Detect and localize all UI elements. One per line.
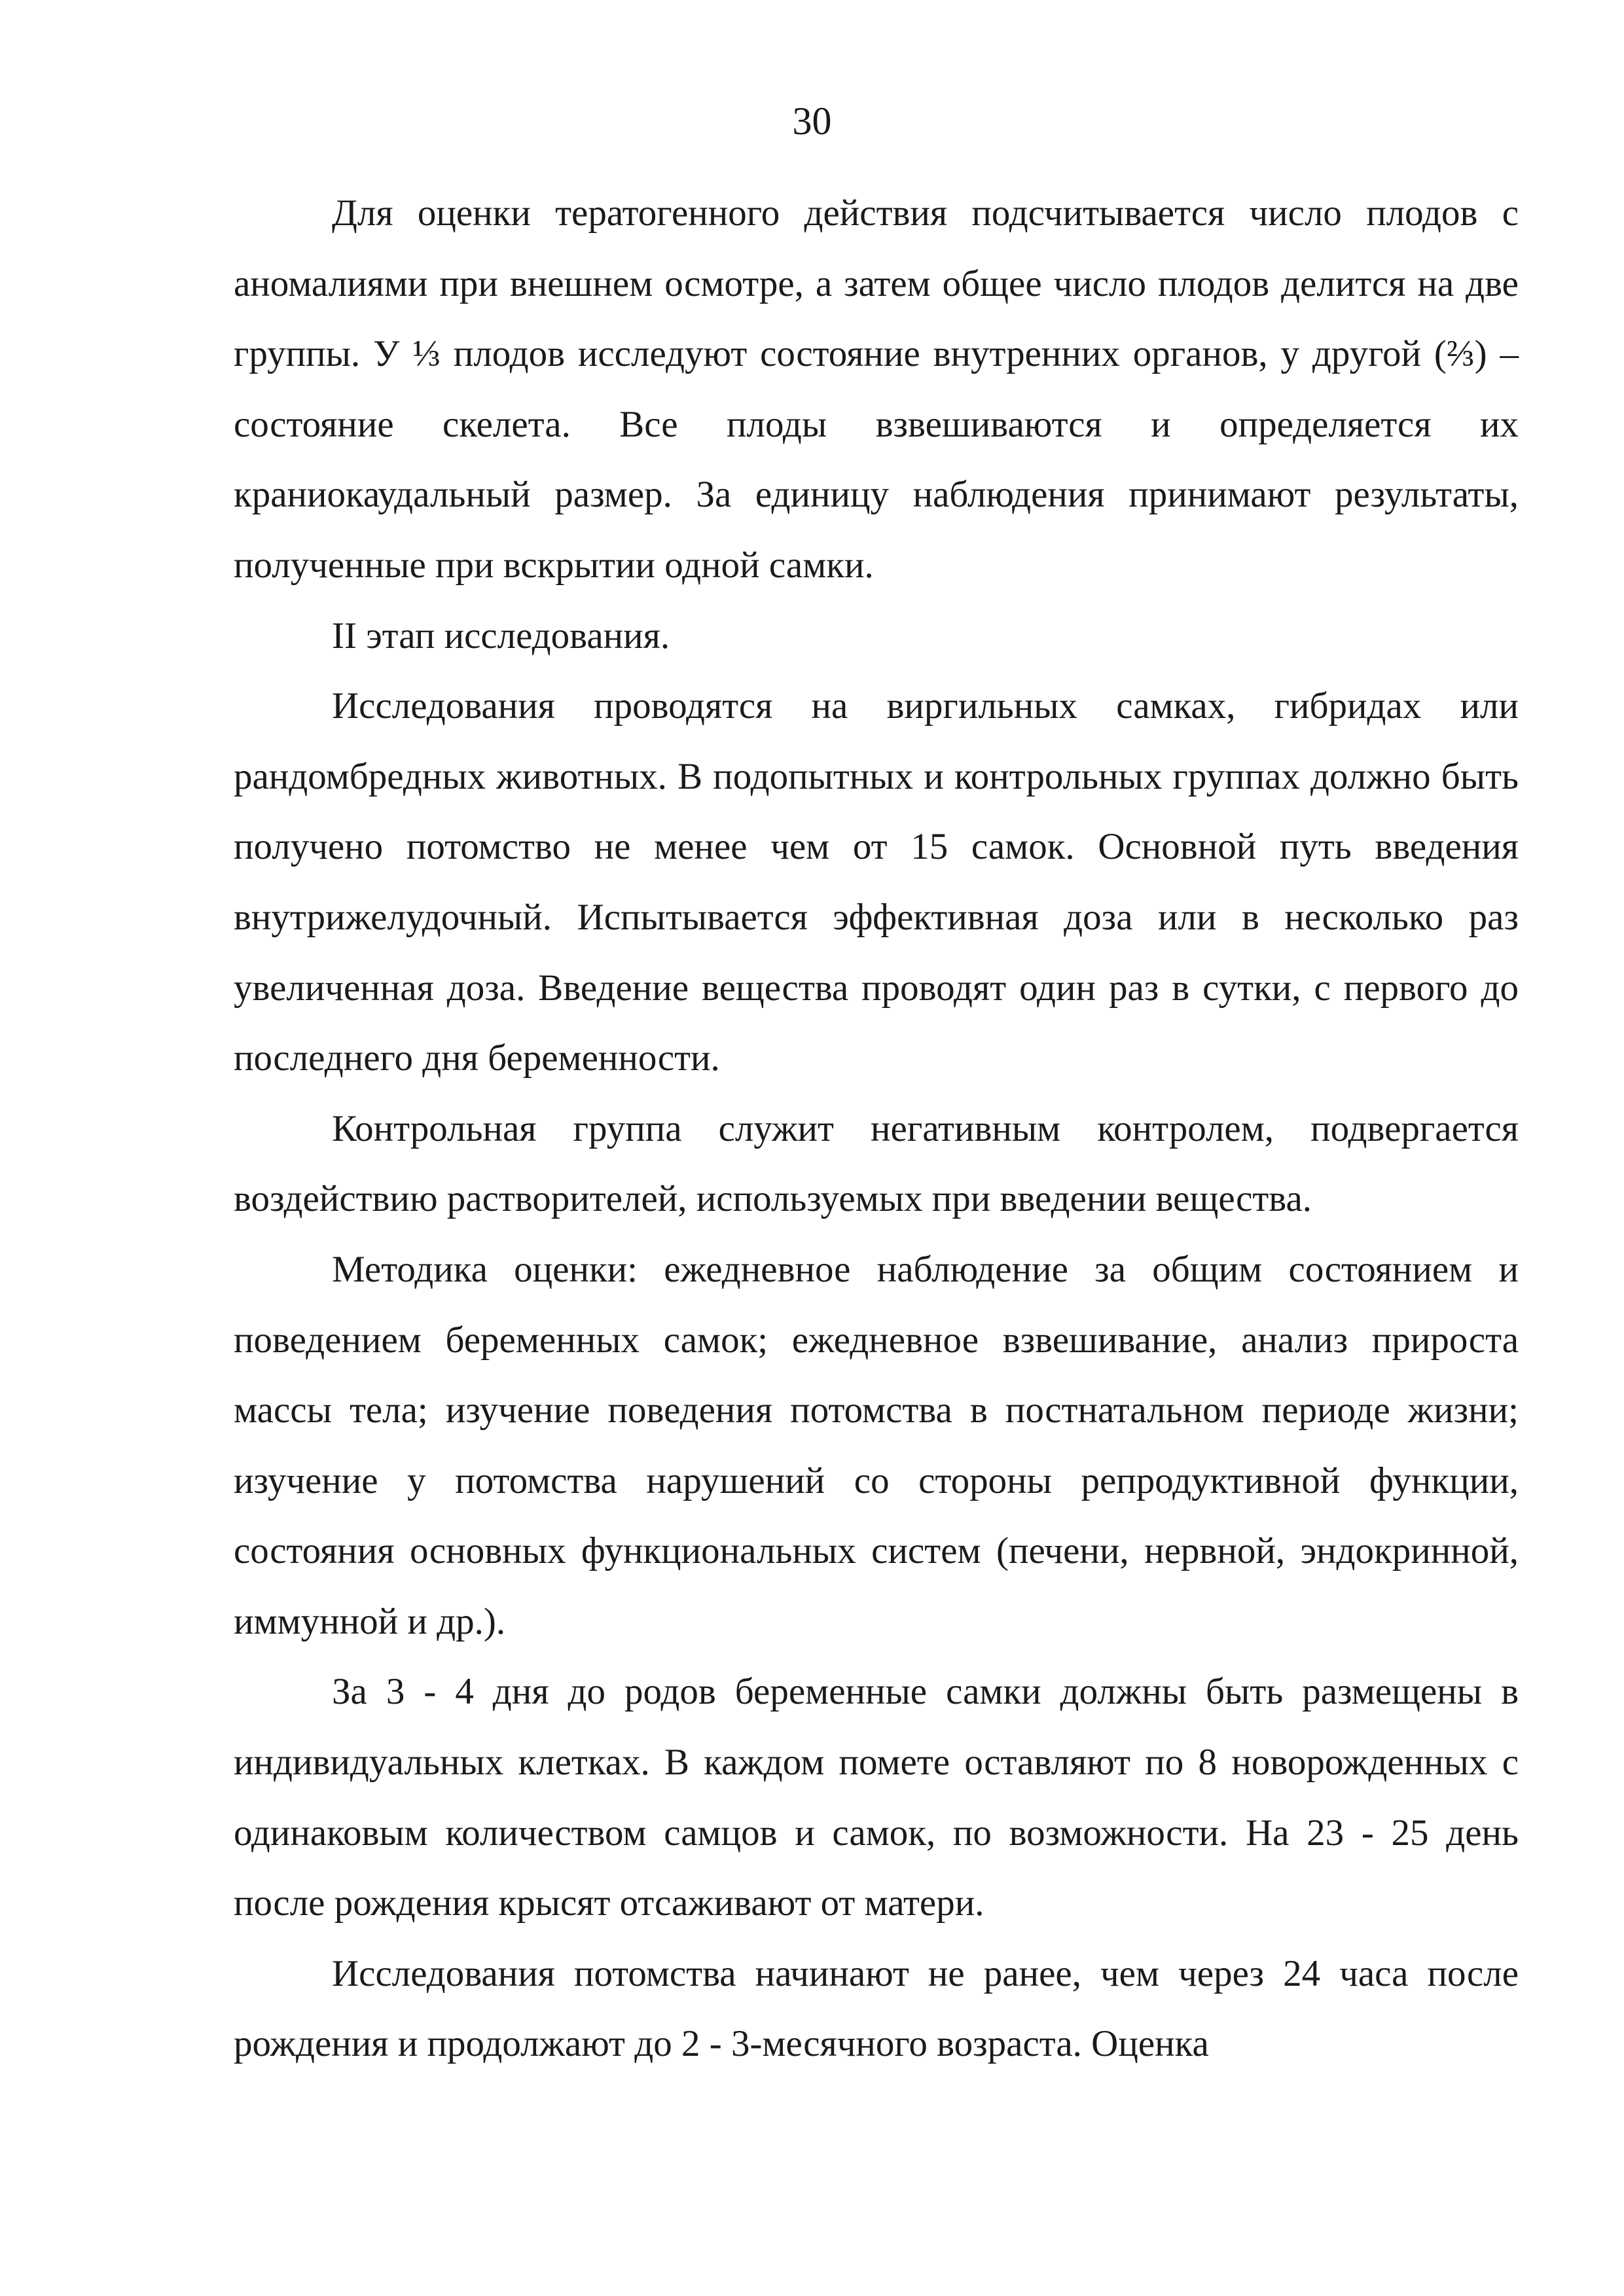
paragraph-stage-two-heading: II этап исследования. [332, 615, 670, 656]
paragraph-assessment-method: Методика оценки: ежедневное наблюдение за общим состоянием и поведением беременных самок; ежедневное взвешивание, анализ прироста массы тела; изучение поведения потомства в постнатальном периоде жизни; изучение у потомства нарушений со стороны репродуктивной функции, состояния основных функциональных систем (печени, нервной, эндокринной, иммунной и др.). [234, 1248, 1519, 1642]
paragraph-control-group: Контрольная группа служит негативным контролем, подвергается воздействию растворителей, используемых при введении вещества. [234, 1107, 1519, 1220]
paragraph-housing-before-birth: За 3 - 4 дня до родов беременные самки должны быть размещены в индивидуальных клетках. В каждом помете оставляют по 8 новорожденных с одинаковым количеством самцов и самок, по возможности. На 23 - 25 день после рождения крысят отсаживают от матери. [234, 1671, 1519, 1924]
paragraph-teratogenic-assessment: Для оценки тератогенного действия подсчитывается число плодов с аномалиями при внешнем осмотре, а затем общее число плодов делится на две группы. У ⅓ плодов исследуют состояние внутренних органов, у другой (⅔) – состояние скелета. Все плоды взвешиваются и определяется их краниокаудальный размер. За единицу наблюдения принимают результаты, полученные при вскрытии одной самки. [234, 192, 1519, 586]
body-text [234, 178, 1519, 2079]
page-number: 30 [792, 99, 832, 143]
paragraph-study-conditions: Исследования проводятся на виргильных самках, гибридах или рандомбредных животных. В подопытных и контрольных группах должно быть получено потомство не менее чем от 15 самок. Основной путь введения внутрижелудочный. Испытывается эффективная доза или в несколько раз увеличенная доза. Введение вещества проводят один раз в сутки, с первого до последнего дня беременности. [234, 685, 1519, 1079]
paragraph-offspring-study: Исследования потомства начинают не ранее, чем через 24 часа после рождения и продолжают до 2 - 3-месячного возраста. Оценка [234, 1952, 1519, 2065]
